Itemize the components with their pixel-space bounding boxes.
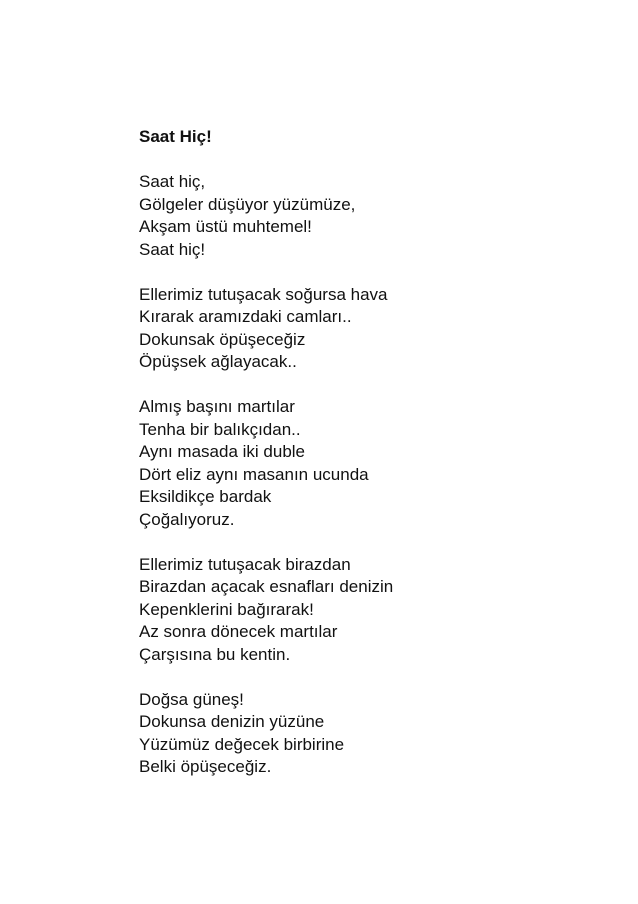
poem-line: Az sonra dönecek martılar (139, 622, 338, 641)
poem-line: Dokunsa denizin yüzüne (139, 712, 325, 731)
stanza (139, 689, 599, 779)
poem-line: Dört eliz aynı masanın ucunda (139, 464, 369, 484)
poem-title: Saat Hiç! (139, 127, 212, 146)
poem-line: Saat hiç! (139, 239, 206, 259)
poem-line: Gölgeler düşüyor yüzümüze, (139, 194, 356, 214)
stanza (139, 554, 599, 667)
poem-line: Ellerimiz tutuşacak soğursa hava (139, 284, 388, 304)
stanza (139, 284, 599, 374)
stanza (139, 396, 599, 531)
stanza (139, 171, 599, 261)
poem-line: Almış başını martılar (139, 397, 295, 416)
poem-line: Kepenklerini bağırarak! (139, 599, 314, 619)
poem-line: Çoğalıyoruz. (139, 509, 235, 529)
poem-line: Saat hiç, (139, 172, 206, 191)
poem-line: Ellerimiz tutuşacak birazdan (139, 554, 351, 574)
poem-line: Dokunsak öpüşeceğiz (139, 329, 306, 349)
poem-line: Yüzümüz değecek birbirine (139, 734, 345, 754)
poem-line: Akşam üstü muhtemel! (139, 217, 312, 236)
poem-line: Aynı masada iki duble (139, 442, 306, 461)
poem-line: Eksildikçe bardak (139, 487, 272, 506)
poem-line: Birazdan açacak esnafları denizin (139, 577, 394, 596)
poem-line: Doğsa güneş! (139, 689, 244, 709)
poem-line: Öpüşsek ağlayacak.. (139, 352, 297, 371)
poem-page (139, 126, 599, 801)
poem-line: Kırarak aramızdaki camları.. (139, 307, 352, 326)
poem-line: Belki öpüşeceğiz. (139, 757, 272, 776)
poem-line: Çarşısına bu kentin. (139, 644, 291, 664)
poem-line: Tenha bir balıkçıdan.. (139, 419, 301, 439)
